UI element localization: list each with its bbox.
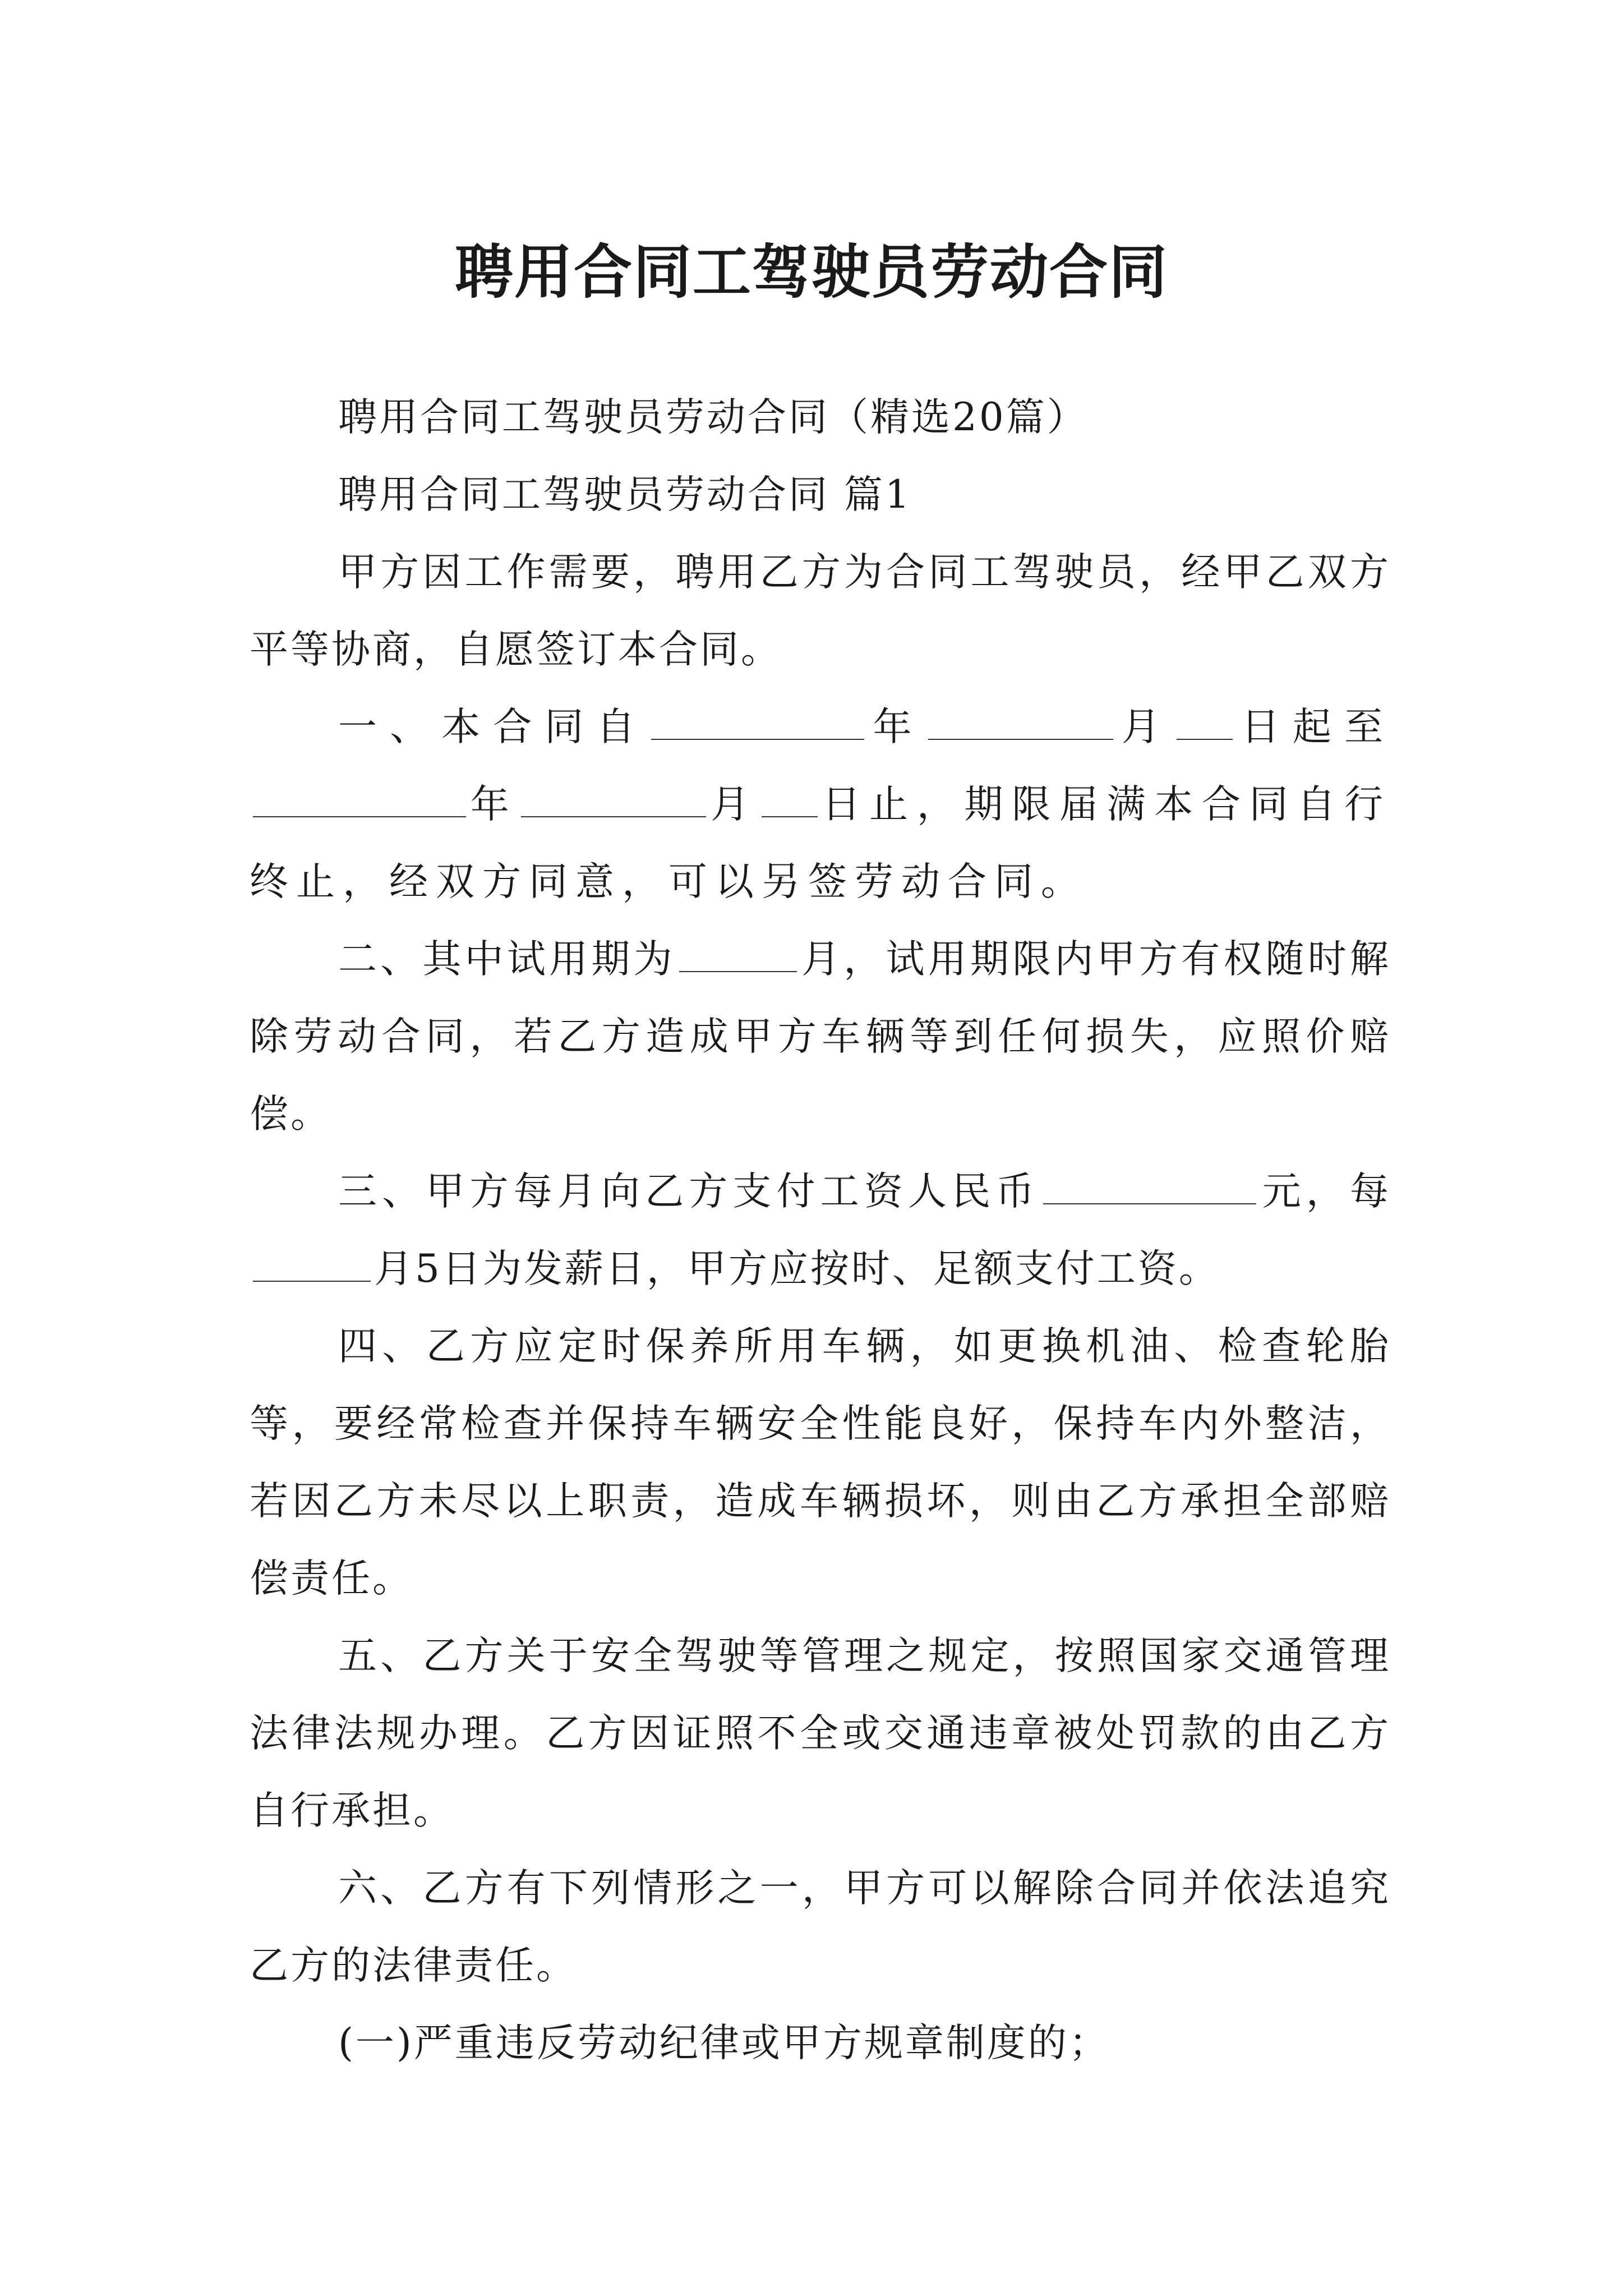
clause-2-text-start: 二、其中试用期为 xyxy=(338,937,676,982)
start-year-blank[interactable] xyxy=(651,706,864,740)
clause-3-text-end: 月5日为发薪日，甲方应按时、足额支付工资。 xyxy=(374,1246,1220,1291)
end-day-blank[interactable] xyxy=(762,784,818,817)
start-month-blank[interactable] xyxy=(928,706,1113,740)
clause-1-month-label: 月 xyxy=(1116,705,1173,749)
pay-month-blank[interactable] xyxy=(253,1248,371,1282)
section-heading: 聘用合同工驾驶员劳动合同 篇1 xyxy=(338,472,912,517)
document-subtitle: 聘用合同工驾驶员劳动合同（精选20篇） xyxy=(338,395,1088,440)
clause-3 xyxy=(250,1153,1391,1308)
clause-3-text-start: 三、甲方每月向乙方支付工资人民币 xyxy=(338,1169,1040,1214)
clause-1-text-start: 一、本合同自 xyxy=(338,705,648,749)
clause-1-end-year-label: 年 xyxy=(469,782,518,827)
clause-2 xyxy=(250,921,1391,1153)
probation-months-blank[interactable] xyxy=(679,938,797,972)
clause-2-text-end: 月，试用期限内甲方有权随时解除劳动合同，若乙方造成甲方车辆等到任何损失，应照价赔偿。 xyxy=(250,937,1391,1137)
clause-6-item-1: (一)严重违反劳动纪律或甲方规章制度的； xyxy=(338,2021,1110,2065)
end-year-blank[interactable] xyxy=(253,784,466,817)
clause-1 xyxy=(250,688,1391,921)
end-month-blank[interactable] xyxy=(521,784,706,817)
clause-3-text-mid: 元，每 xyxy=(1259,1169,1391,1214)
clause-5: 五、乙方关于安全驾驶等管理之规定，按照国家交通管理法律法规办理。乙方因证照不全或交通违章被处罚款的由乙方自行承担。 xyxy=(250,1634,1391,1833)
clause-6: 六、乙方有下列情形之一，甲方可以解除合同并依法追究乙方的法律责任。 xyxy=(250,1866,1391,1988)
start-day-blank[interactable] xyxy=(1177,706,1233,740)
clause-4: 四、乙方应定时保养所用车辆，如更换机油、检查轮胎等，要经常检查并保持车辆安全性能良好，保持车内外整洁，若因乙方未尽以上职责，造成车辆损坏，则由乙方承担全部赔偿责任。 xyxy=(250,1324,1391,1601)
clause-1-year-label: 年 xyxy=(868,705,925,749)
document-body xyxy=(250,379,1391,2082)
document-title: 聘用合同工驾驶员劳动合同 xyxy=(454,237,1168,306)
salary-amount-blank[interactable] xyxy=(1043,1171,1256,1204)
clause-1-end-month-label: 月 xyxy=(709,782,758,827)
clause-1-until-label: 日起至 xyxy=(1235,705,1391,749)
clause-1-text-end: 日止，期限届满本合同自行终止，经双方同意，可以另签劳动合同。 xyxy=(250,782,1391,904)
intro-paragraph: 甲方因工作需要，聘用乙方为合同工驾驶员，经甲乙双方平等协商，自愿签订本合同。 xyxy=(250,550,1391,672)
